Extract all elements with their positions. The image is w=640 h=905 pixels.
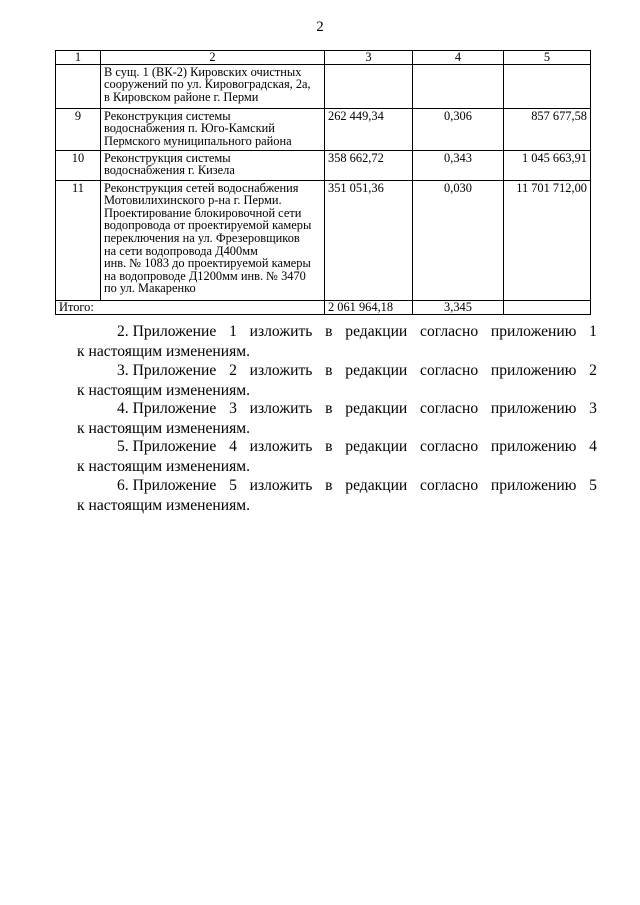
- paragraph-word: редакции: [345, 362, 408, 379]
- paragraph-word: 1: [229, 323, 237, 340]
- total-label: Итого:: [56, 300, 325, 315]
- paragraph-word: 2: [589, 362, 597, 379]
- paragraph-word: в: [325, 400, 333, 417]
- paragraph-word: 3: [229, 400, 237, 417]
- row-length: 0,306: [413, 108, 504, 150]
- paragraph-word: приложению: [490, 323, 577, 340]
- paragraph-word: изложить: [249, 477, 313, 494]
- row-amount: 1 045 663,91: [504, 150, 591, 180]
- row-cost: 351 051,36: [325, 180, 413, 300]
- paragraph-word: 5: [589, 477, 597, 494]
- paragraph-word: в: [325, 438, 333, 455]
- total-amount: [504, 300, 591, 315]
- header-cell: 4: [413, 51, 504, 65]
- paragraph-tail: к настоящим изменениям.: [77, 496, 251, 514]
- budget-table: [55, 50, 591, 315]
- table-header-row: [56, 51, 591, 65]
- paragraph-appendix-5: [77, 476, 597, 515]
- paragraph-tail: к настоящим изменениям.: [77, 457, 251, 475]
- paragraph-word: изложить: [249, 362, 313, 379]
- paragraph-word: в: [325, 323, 333, 340]
- paragraph-word: 5. Приложение: [117, 438, 217, 455]
- paragraph-tail: к настоящим изменениям.: [77, 419, 251, 437]
- row-number: [56, 64, 101, 108]
- page-number: 2: [316, 19, 324, 35]
- paragraph-word: 4: [589, 438, 597, 455]
- row-number: 9: [56, 108, 101, 150]
- paragraph-word: 2: [229, 362, 237, 379]
- paragraph-word: 2. Приложение: [117, 323, 217, 340]
- row-number: 10: [56, 150, 101, 180]
- paragraph-word: 3: [589, 400, 597, 417]
- paragraph-word: в: [325, 477, 333, 494]
- total-length: 3,345: [413, 300, 504, 315]
- paragraph-word: 6. Приложение: [117, 477, 217, 494]
- paragraph-word: изложить: [249, 400, 313, 417]
- table-row: [56, 150, 591, 180]
- row-amount: [504, 64, 591, 108]
- header-cell: 1: [56, 51, 101, 65]
- paragraph-word: согласно: [420, 438, 479, 455]
- paragraph-word: 4: [229, 438, 237, 455]
- table-total-row: [56, 300, 591, 315]
- table-row: [56, 108, 591, 150]
- paragraph-word: согласно: [420, 477, 479, 494]
- row-length: 0,030: [413, 180, 504, 300]
- row-length: [413, 64, 504, 108]
- row-number: 11: [56, 180, 101, 300]
- header-cell: 3: [325, 51, 413, 65]
- paragraph-appendix-3: [77, 399, 597, 438]
- row-name: Реконструкция сетей водоснабжения Мотовилихинского р-на г. Перми. Проектирование блокировочной сети водопровода от проектируемой камеры переключения на ул. Фрезеровщиков на сети водопровода Д400мм инв. № 1083 до проектируемой камеры на водопроводе Д1200мм инв. № 3470 по ул. Макаренко: [101, 180, 325, 300]
- paragraph-word: приложению: [490, 362, 577, 379]
- header-cell: 2: [101, 51, 325, 65]
- paragraph-word: изложить: [249, 323, 313, 340]
- row-name: Реконструкция системы водоснабжения г. Кизела: [101, 150, 325, 180]
- table-row: [56, 64, 591, 108]
- paragraph-word: согласно: [420, 323, 479, 340]
- paragraph-word: изложить: [249, 438, 313, 455]
- paragraph-word: 3. Приложение: [117, 362, 217, 379]
- row-length: 0,343: [413, 150, 504, 180]
- row-cost: 358 662,72: [325, 150, 413, 180]
- row-cost: [325, 64, 413, 108]
- paragraph-word: 5: [229, 477, 237, 494]
- total-cost: 2 061 964,18: [325, 300, 413, 315]
- paragraph-tail: к настоящим изменениям.: [77, 381, 251, 399]
- paragraph-appendix-1: [77, 322, 597, 361]
- table-row: [56, 180, 591, 300]
- paragraph-word: редакции: [345, 400, 408, 417]
- paragraph-tail: к настоящим изменениям.: [77, 342, 251, 360]
- row-name: Реконструкция системы водоснабжения п. Юго-Камский Пермского муниципального района: [101, 108, 325, 150]
- paragraph-word: редакции: [345, 477, 408, 494]
- paragraph-word: приложению: [490, 400, 577, 417]
- paragraph-word: редакции: [345, 438, 408, 455]
- paragraph-word: 1: [589, 323, 597, 340]
- paragraph-word: согласно: [420, 400, 479, 417]
- row-amount: 11 701 712,00: [504, 180, 591, 300]
- paragraph-word: 4. Приложение: [117, 400, 217, 417]
- row-amount: 857 677,58: [504, 108, 591, 150]
- paragraph-word: приложению: [490, 438, 577, 455]
- row-cost: 262 449,34: [325, 108, 413, 150]
- paragraph-word: в: [325, 362, 333, 379]
- row-name: В сущ. 1 (ВК-2) Кировских очистных сооружений по ул. Кировоградская, 2а, в Кировском районе г. Перми: [101, 64, 325, 108]
- paragraph-appendix-4: [77, 437, 597, 476]
- paragraph-word: приложению: [490, 477, 577, 494]
- paragraph-appendix-2: [77, 361, 597, 400]
- paragraph-word: редакции: [345, 323, 408, 340]
- paragraph-word: согласно: [420, 362, 479, 379]
- header-cell: 5: [504, 51, 591, 65]
